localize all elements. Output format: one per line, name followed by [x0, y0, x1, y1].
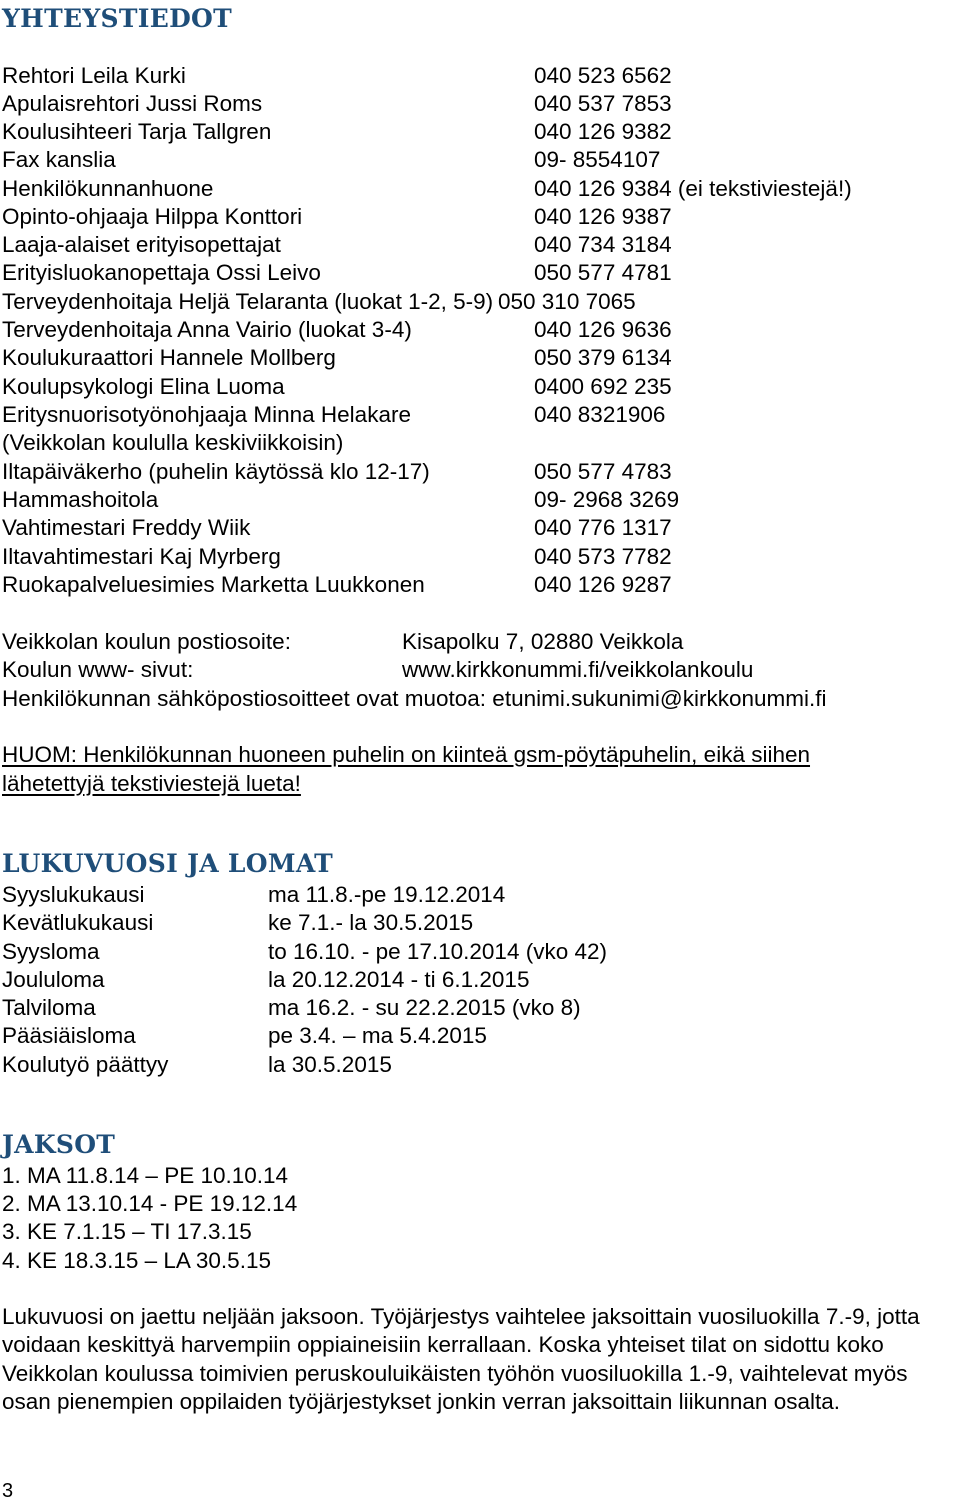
contact-phone: 040 126 9287: [534, 572, 672, 597]
term-dates: ke 7.1.- la 30.5.2015: [268, 910, 474, 935]
contact-phone: 050 379 6134: [534, 345, 672, 370]
term-dates: ma 11.8.-pe 19.12.2014: [268, 882, 506, 907]
contact-name: Laaja-alaiset erityisopettajat: [2, 232, 281, 257]
contact-name: Terveydenhoitaja Anna Vairio (luokat 3-4): [2, 317, 412, 342]
contact-name: Opinto-ohjaaja Hilppa Konttori: [2, 204, 303, 229]
contact-name: Terveydenhoitaja Heljä Telaranta (luokat 1-2, 5-9): [2, 289, 494, 314]
contact-phone: 050 310 7065: [498, 289, 636, 314]
period-item: 2. MA 13.10.14 - PE 19.12.14: [2, 1191, 298, 1216]
period-item: 3. KE 7.1.15 – TI 17.3.15: [2, 1219, 252, 1244]
term-label: Pääsiäisloma: [2, 1023, 136, 1048]
contact-phone: 040 523 6562: [534, 63, 672, 88]
contact-name: Erityisluokanopettaja Ossi Leivo: [2, 260, 321, 285]
contact-phone: 040 734 3184: [534, 232, 672, 257]
contact-phone: 040 126 9387: [534, 204, 672, 229]
contact-phone: 050 577 4783: [534, 459, 672, 484]
contact-name: Iltapäiväkerho (puhelin käytössä klo 12-17): [2, 459, 430, 484]
contact-name: Rehtori Leila Kurki: [2, 63, 186, 88]
contact-name: Vahtimestari Freddy Wiik: [2, 515, 251, 540]
contact-phone: 040 126 9382: [534, 119, 672, 144]
term-label: Joululoma: [2, 967, 105, 992]
contact-phone: 050 577 4781: [534, 260, 672, 285]
postal-address-label: Veikkolan koulun postiosoite:: [2, 629, 291, 654]
term-dates: to 16.10. - pe 17.10.2014 (vko 42): [268, 939, 607, 964]
contact-name: Koulukuraattori Hannele Mollberg: [2, 345, 336, 370]
contact-phone: 040 573 7782: [534, 544, 672, 569]
term-dates: la 30.5.2015: [268, 1052, 392, 1077]
term-label: Syysloma: [2, 939, 100, 964]
notice-line-2: lähetettyjä tekstiviestejä lueta!: [2, 771, 301, 796]
contact-note: (Veikkolan koululla keskiviikkoisin): [2, 430, 344, 455]
contact-name: Apulaisrehtori Jussi Roms: [2, 91, 263, 116]
periods-description: Lukuvuosi on jaettu neljään jaksoon. Työjärjestys vaihtelee jaksoittain vuosiluokilla 7.-9, jotta voidaan keskittyä harvempiin oppiaineisiin kerrallaan. Koska yhteiset tilat on sidottu koko Veikkolan koulussa toimivien peruskouluikäisten työhön vuosiluokilla 1.-9, vaihtelevat myös osan pienempien oppilaiden työjärjestykset jonkin verran jaksoittain liikunnan osalta.: [2, 1304, 920, 1415]
contact-name: Ruokapalveluesimies Marketta Luukkonen: [2, 572, 425, 597]
contact-name: Koulupsykologi Elina Luoma: [2, 374, 285, 399]
contact-phone: 0400 692 235: [534, 374, 672, 399]
page-number: 3: [2, 1480, 14, 1502]
term-label: Koulutyö päättyy: [2, 1052, 169, 1077]
contact-phone: 09- 8554107: [534, 147, 661, 172]
contact-name: Hammashoitola: [2, 487, 159, 512]
contact-name: Eritysnuorisotyönohjaaja Minna Helakare: [2, 402, 411, 427]
contact-name: Iltavahtimestari Kaj Myrberg: [2, 544, 281, 569]
contact-phone: 040 126 9384 (ei tekstiviestejä!): [534, 176, 852, 201]
period-item: 1. MA 11.8.14 – PE 10.10.14: [2, 1163, 289, 1188]
section-title-school-year: LUKUVUOSI JA LOMAT: [2, 849, 334, 878]
term-label: Kevätlukukausi: [2, 910, 154, 935]
contact-name: Henkilökunnanhuone: [2, 176, 214, 201]
term-dates: ma 16.2. - su 22.2.2015 (vko 8): [268, 995, 581, 1020]
email-format-line: Henkilökunnan sähköpostiosoitteet ovat muotoa: etunimi.sukunimi@kirkkonummi.fi: [2, 686, 827, 711]
contact-phone: 040 776 1317: [534, 515, 672, 540]
section-title-contacts: YHTEYSTIEDOT: [2, 4, 233, 33]
postal-address-value: Kisapolku 7, 02880 Veikkola: [402, 629, 684, 654]
contact-phone: 09- 2968 3269: [534, 487, 680, 512]
period-item: 4. KE 18.3.15 – LA 30.5.15: [2, 1248, 271, 1273]
contact-name: Koulusihteeri Tarja Tallgren: [2, 119, 272, 144]
website-label: Koulun www- sivut:: [2, 657, 194, 682]
contact-phone: 040 8321906: [534, 402, 666, 427]
term-label: Syyslukukausi: [2, 882, 145, 907]
contact-name: Fax kanslia: [2, 147, 116, 172]
contact-phone: 040 126 9636: [534, 317, 672, 342]
contact-phone: 040 537 7853: [534, 91, 672, 116]
term-dates: pe 3.4. – ma 5.4.2015: [268, 1023, 487, 1048]
section-title-periods: JAKSOT: [2, 1130, 116, 1159]
website-link[interactable]: www.kirkkonummi.fi/veikkolankoulu: [402, 657, 754, 682]
term-label: Talviloma: [2, 995, 96, 1020]
term-dates: la 20.12.2014 - ti 6.1.2015: [268, 967, 530, 992]
notice-line-1: HUOM: Henkilökunnan huoneen puhelin on kiinteä gsm-pöytäpuhelin, eikä siihen: [2, 742, 811, 767]
